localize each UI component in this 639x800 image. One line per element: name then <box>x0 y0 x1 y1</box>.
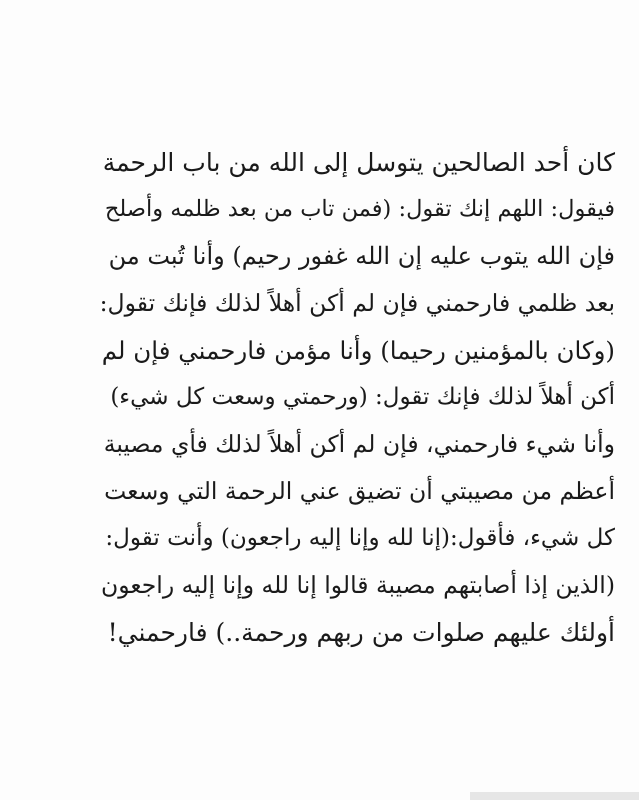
text-line-3: فإن الله يتوب عليه إن الله غفور رحيم) وأنا تُبت من <box>108 242 615 270</box>
text-line-1: كان أحد الصالحين يتوسل إلى الله من باب الرحمة <box>102 148 615 177</box>
text-line-8: أعظم من مصيبتي أن تضيق عني الرحمة التي وسعت <box>104 477 615 505</box>
page-edge-shadow <box>470 792 639 800</box>
text-line-2: فيقول: اللهم إنك تقول: (فمن تاب من بعد ظلمه وأصلح <box>104 196 615 222</box>
text-line-6: أكن أهلاً لذلك فإنك تقول: (ورحمتي وسعت كل شيء) <box>110 384 615 410</box>
text-line-11: أولئك عليهم صلوات من ربهم ورحمة..) فارحمني! <box>107 618 615 647</box>
document-text <box>100 139 615 656</box>
text-line-9: كل شيء، فأقول:(إنا لله وإنا إليه راجعون) وأنت تقول: <box>105 525 615 551</box>
text-line-7: وأنا شيء فارحمني، فإن لم أكن أهلاً لذلك فأي مصيبة <box>103 430 615 458</box>
text-line-5: (وكان بالمؤمنين رحيما) وأنا مؤمن فارحمني فإن لم <box>101 336 615 365</box>
text-line-4: بعد ظلمي فارحمني فإن لم أكن أهلاً لذلك فإنك تقول: <box>99 289 615 317</box>
text-line-10: (الذين إذا أصابتهم مصيبة قالوا إنا لله وإنا إليه راجعون <box>101 571 615 599</box>
